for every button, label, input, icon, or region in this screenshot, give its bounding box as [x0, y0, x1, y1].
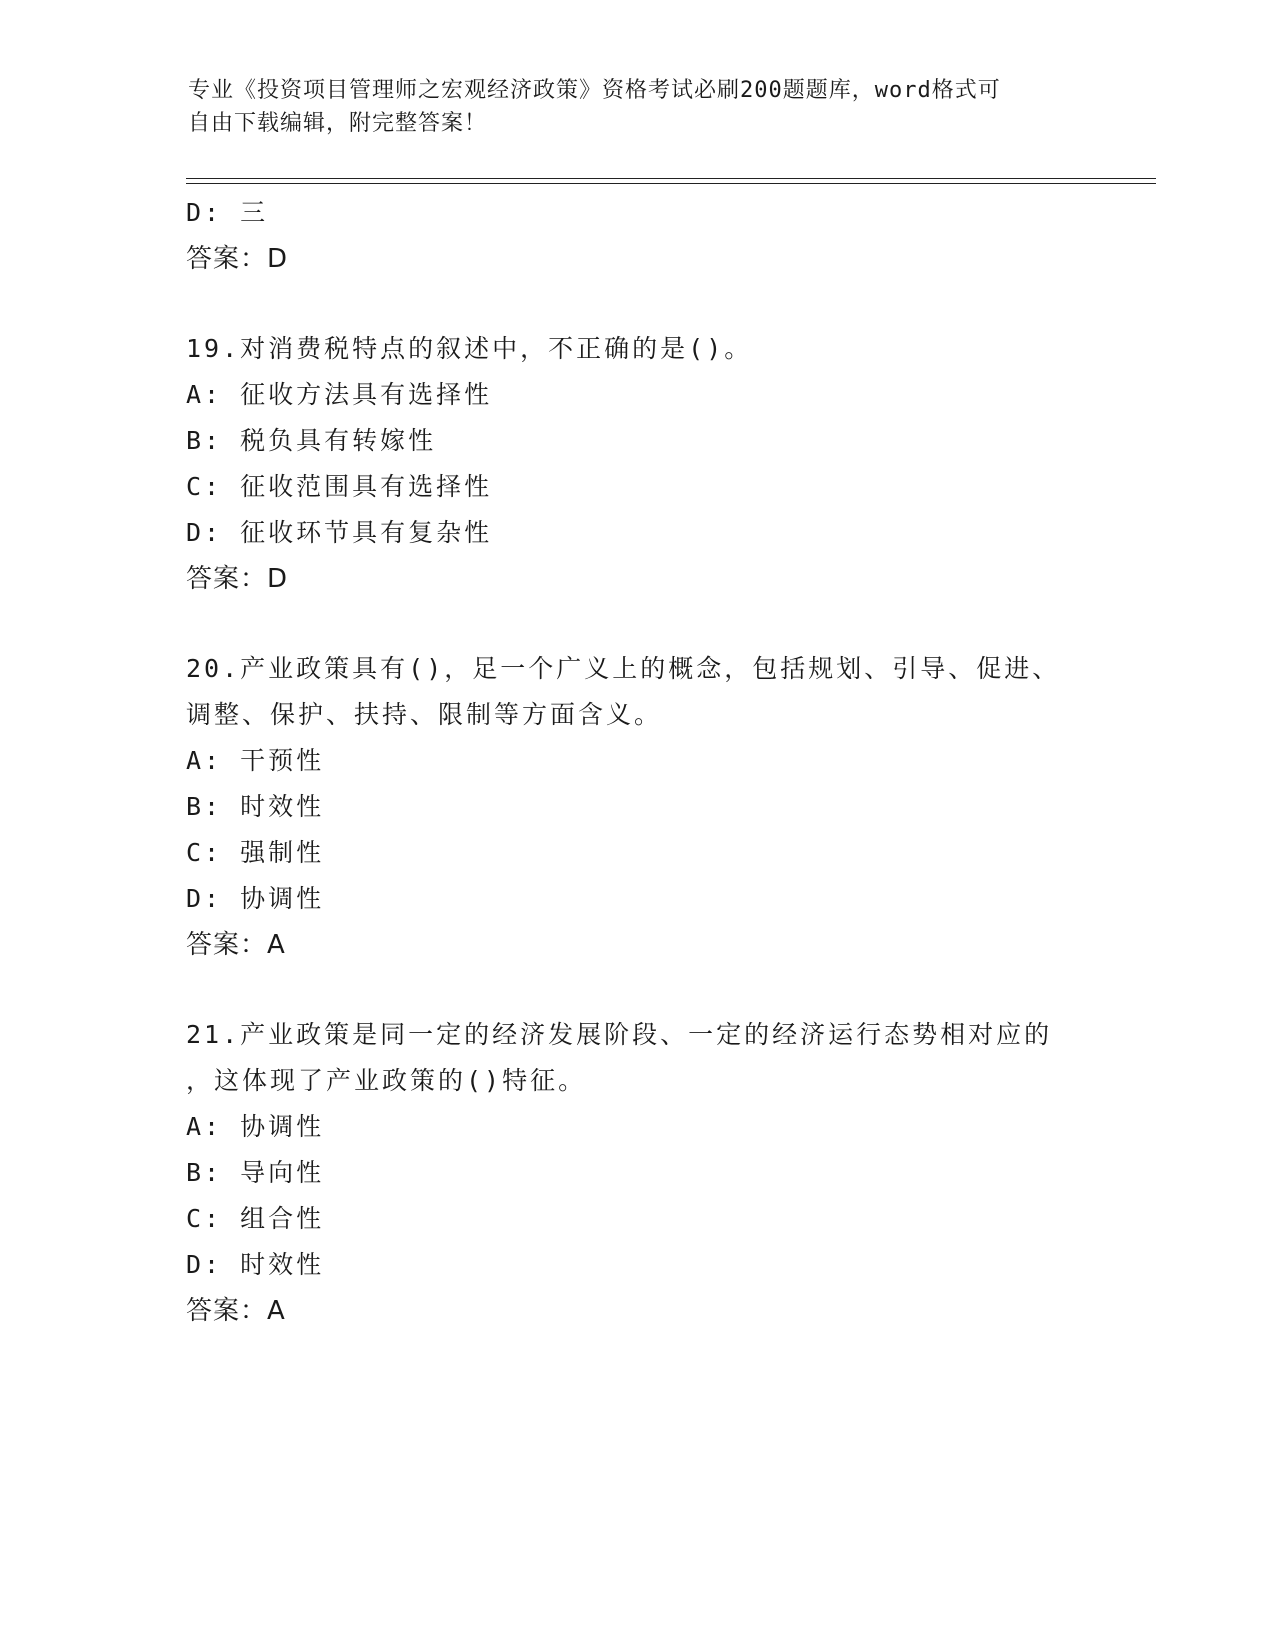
- spacer: [186, 282, 1106, 326]
- question-19: [186, 326, 1106, 602]
- question-content: [186, 190, 1106, 1334]
- carryover-option-d: D: 三: [186, 198, 269, 227]
- spacer: [186, 968, 1106, 1012]
- question-stem-line-1: 21.产业政策是同一定的经济发展阶段、一定的经济运行态势相对应的: [186, 1020, 1053, 1049]
- option-c: C: 征收范围具有选择性: [186, 472, 493, 501]
- option-a: A: 征收方法具有选择性: [186, 380, 493, 409]
- option-c: C: 强制性: [186, 838, 325, 867]
- option-d: D: 时效性: [186, 1250, 325, 1279]
- header-divider-bottom: [186, 183, 1156, 184]
- answer: 答案：A: [186, 930, 286, 960]
- option-d: D: 征收环节具有复杂性: [186, 518, 493, 547]
- option-a: A: 干预性: [186, 746, 325, 775]
- header-line-1: 专业《投资项目管理师之宏观经济政策》资格考试必刷200题题库，word格式可: [188, 78, 1001, 103]
- header-divider-top: [186, 178, 1156, 179]
- spacer: [186, 602, 1106, 646]
- option-c: C: 组合性: [186, 1204, 325, 1233]
- option-b: B: 导向性: [186, 1158, 325, 1187]
- header-line-2: 自由下载编辑，附完整答案！: [188, 111, 488, 136]
- option-b: B: 税负具有转嫁性: [186, 426, 437, 455]
- question-stem-line-2: ，这体现了产业政策的()特征。: [186, 1066, 587, 1095]
- question-stem-line-2: 调整、保护、扶持、限制等方面含义。: [186, 700, 663, 729]
- question-21: [186, 1012, 1106, 1334]
- answer: 答案：D: [186, 564, 289, 594]
- question-stem: 19.对消费税特点的叙述中，不正确的是()。: [186, 334, 753, 363]
- option-b: B: 时效性: [186, 792, 325, 821]
- document-header: [188, 74, 1088, 140]
- carryover-answer: 答案：D: [186, 244, 289, 274]
- answer: 答案：A: [186, 1296, 286, 1326]
- question-20: [186, 646, 1106, 968]
- option-a: A: 协调性: [186, 1112, 325, 1141]
- question-stem-line-1: 20.产业政策具有()，足一个广义上的概念，包括规划、引导、促进、: [186, 654, 1061, 683]
- option-d: D: 协调性: [186, 884, 325, 913]
